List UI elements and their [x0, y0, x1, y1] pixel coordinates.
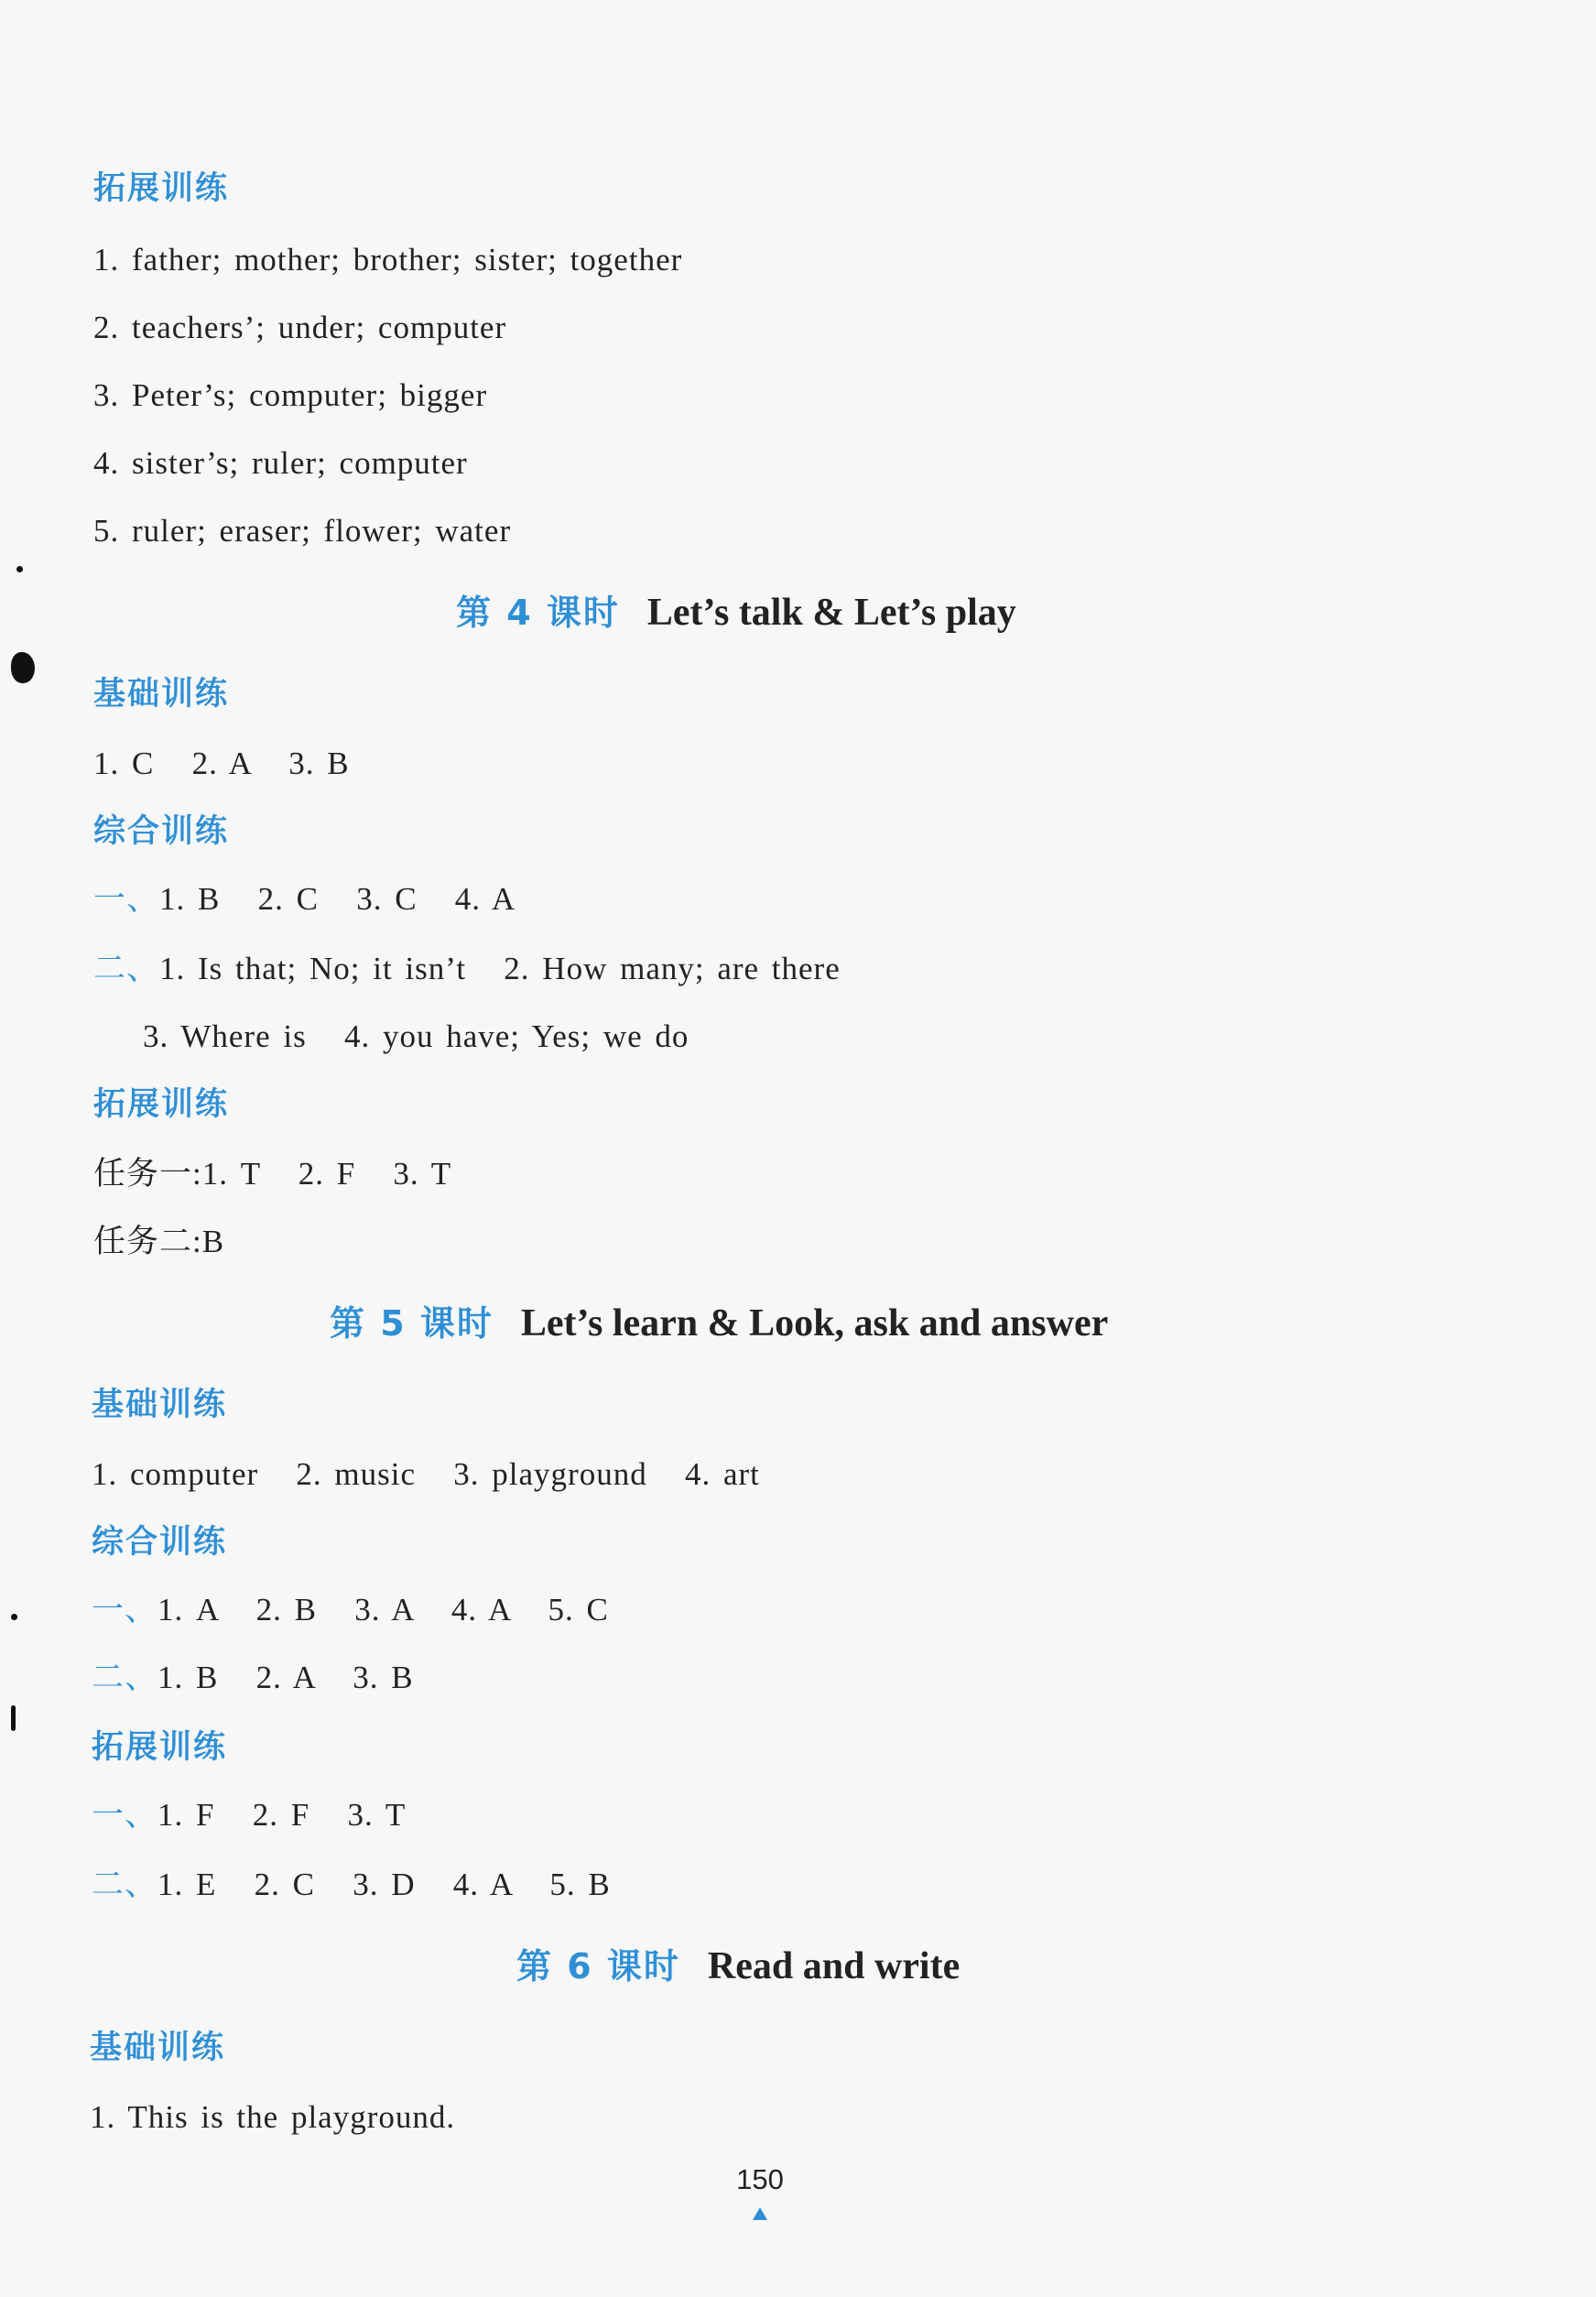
answer-part-prefix: 一、 [93, 881, 160, 918]
answer-text: 1. C 2. A 3. B [93, 746, 350, 781]
section-heading: 拓展训练 [92, 1729, 228, 1766]
answer-text: 2. teachers’; under; computer [93, 310, 507, 345]
section-heading: 综合训练 [92, 1524, 228, 1561]
answer-line [92, 1454, 760, 1495]
answer-text: 5. ruler; eraser; flower; water [93, 513, 512, 549]
answer-line [93, 511, 511, 551]
answer-line [93, 1222, 224, 1262]
lesson-heading [516, 1942, 960, 1991]
lesson-heading [456, 588, 1016, 637]
answer-part-prefix: 一、 [92, 1797, 158, 1834]
lesson-number: 第 4 课时 [456, 593, 620, 633]
lesson-heading [330, 1299, 1108, 1348]
answer-text: 1. E 2. C 3. D 4. A 5. B [157, 1867, 611, 1902]
answer-line [92, 1865, 611, 1905]
section-heading: 拓展训练 [93, 170, 230, 207]
answer-text: 1. A 2. B 3. A 4. A 5. C [157, 1592, 609, 1627]
lesson-number: 第 5 课时 [330, 1303, 494, 1344]
lesson-title: Let’s talk & Let’s play [646, 592, 1016, 634]
answer-line [93, 240, 682, 280]
answer-line [92, 1658, 414, 1698]
lesson-title: Read and write [707, 1945, 961, 1987]
answer-line [93, 376, 487, 416]
answer-text: 1. B 2. A 3. B [157, 1660, 414, 1695]
answer-text: 4. sister’s; ruler; computer [93, 445, 468, 481]
answer-text: 1. This is the playground. [90, 2099, 456, 2135]
answer-line [93, 443, 468, 484]
answer-line [143, 1017, 689, 1057]
scan-speck [16, 566, 23, 572]
answer-line [93, 744, 350, 784]
answer-text: 1. B 2. C 3. C 4. A [159, 881, 516, 917]
lesson-title: Let’s learn & Look, ask and answer [520, 1302, 1109, 1344]
lesson-number: 第 6 课时 [516, 1946, 680, 1987]
answer-text: 3. Peter’s; computer; bigger [93, 377, 488, 413]
answer-line [90, 2097, 455, 2138]
answer-line [92, 1590, 609, 1630]
answer-part-prefix: 一、 [92, 1592, 158, 1628]
answer-line [93, 949, 841, 989]
scan-speck [11, 652, 35, 683]
answer-text: 1. father; mother; brother; sister; together [93, 242, 683, 278]
section-heading: 基础训练 [93, 676, 230, 713]
answer-text: 1. Is that; No; it isn’t 2. How many; are there [159, 951, 841, 986]
answer-part-prefix: 二、 [92, 1867, 158, 1903]
section-heading: 拓展训练 [93, 1086, 230, 1123]
answer-text: 1. computer 2. music 3. playground 4. art [92, 1456, 760, 1492]
answer-line [93, 1154, 451, 1194]
answer-text: 任务二:B [93, 1224, 225, 1259]
page-marker-triangle-icon [753, 2207, 767, 2220]
scan-speck [11, 1705, 16, 1731]
section-heading: 综合训练 [93, 813, 230, 850]
answer-text: 1. F 2. F 3. T [157, 1797, 407, 1833]
answer-line [93, 879, 516, 920]
answer-part-prefix: 二、 [93, 951, 160, 987]
scan-speck [11, 1614, 17, 1620]
answer-text: 3. Where is 4. you have; Yes; we do [143, 1018, 689, 1054]
answer-text: 任务一:1. T 2. F 3. T [93, 1156, 452, 1192]
answer-line [93, 308, 506, 348]
section-heading: 基础训练 [90, 2030, 226, 2066]
answer-part-prefix: 二、 [92, 1660, 158, 1696]
section-heading: 基础训练 [92, 1387, 228, 1423]
answer-line [92, 1795, 406, 1835]
page-number: 150 [736, 2163, 784, 2195]
